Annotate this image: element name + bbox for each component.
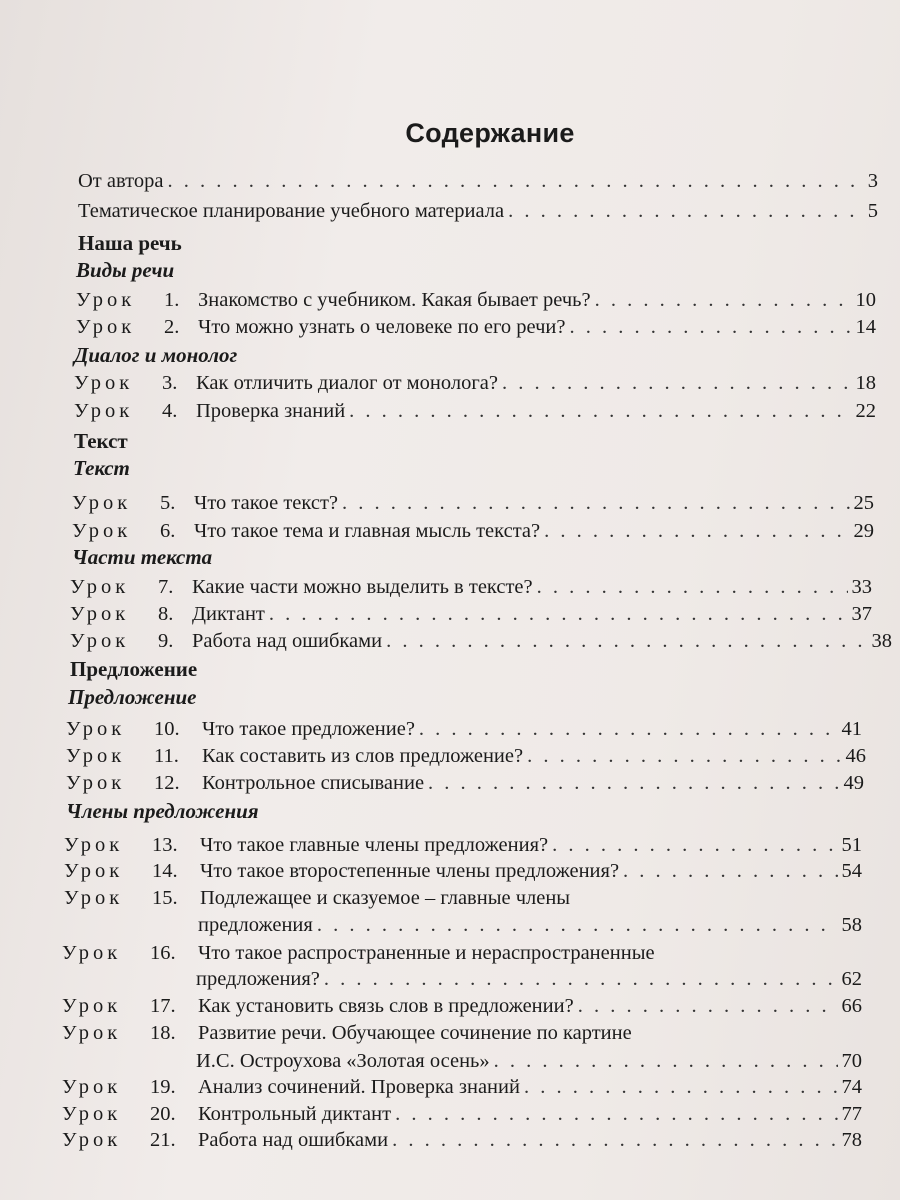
toc-entry-planning (78, 198, 878, 224)
entry-title: Что такое предложение? (202, 718, 415, 740)
toc-entry-lesson (74, 370, 876, 396)
lesson-number: 6. (160, 520, 176, 542)
lesson-word: Урок (66, 718, 126, 740)
section-heading: Предложение (70, 657, 198, 681)
toc-entry-lesson (64, 885, 864, 911)
subsection-heading: Диалог и монолог (74, 343, 238, 367)
lesson-word: Урок (66, 772, 126, 794)
lesson-number: 3. (162, 372, 178, 394)
page-number: 58 (841, 914, 862, 936)
toc-entry-lesson (66, 716, 862, 742)
toc-entry-lesson (62, 1020, 862, 1046)
entry-title: Диктант (192, 603, 265, 625)
toc-entry-continuation (198, 912, 862, 938)
lesson-number: 20. (150, 1103, 176, 1125)
lesson-number: 13. (152, 834, 178, 856)
page-number: 54 (841, 860, 862, 882)
toc-entry-lesson (72, 518, 874, 544)
subsection-heading: Виды речи (76, 258, 175, 282)
lesson-word: Урок (76, 316, 136, 338)
lesson-number: 16. (150, 942, 176, 964)
entry-title-continuation: И.С. Остроухова «Золотая осень» (196, 1050, 490, 1072)
lesson-word: Урок (62, 942, 122, 964)
page-number: 49 (843, 772, 864, 794)
entry-title: Что такое второстепенные члены предложения? (200, 860, 620, 882)
lesson-word: Урок (70, 603, 130, 625)
toc-entry-lesson (74, 398, 876, 424)
page-number: 70 (841, 1050, 862, 1072)
lesson-number: 9. (158, 630, 174, 652)
page-number: 51 (841, 834, 862, 856)
lesson-word: Урок (74, 372, 134, 394)
entry-title: Как отличить диалог от монолога? (196, 372, 498, 394)
entry-title: Проверка знаний (196, 400, 346, 422)
entry-title: Контрольный диктант (198, 1103, 392, 1125)
entry-title: Работа над ошибками (192, 630, 383, 652)
page-number: 29 (853, 520, 874, 542)
page-number: 18 (855, 372, 876, 394)
entry-title: Как составить из слов предложение? (202, 745, 524, 767)
lesson-number: 14. (152, 860, 178, 882)
page-number: 22 (855, 400, 876, 422)
page-number: 38 (871, 630, 892, 652)
entry-title: Что такое тема и главная мысль текста? (194, 520, 541, 542)
lesson-word: Урок (64, 860, 124, 882)
toc-entry-lesson (62, 1101, 862, 1127)
toc-entry-lesson (70, 601, 872, 627)
lesson-number: 5. (160, 492, 176, 514)
lesson-word: Урок (72, 492, 132, 514)
section-heading: Наша речь (78, 231, 182, 255)
lesson-word: Урок (62, 1022, 122, 1044)
toc-entry-lesson (76, 287, 876, 313)
lesson-number: 10. (154, 718, 180, 740)
entry-title: Контрольное списывание (202, 772, 425, 794)
toc-entry-lesson (66, 770, 864, 796)
lesson-word: Урок (64, 887, 124, 909)
lesson-number: 17. (150, 995, 176, 1017)
lesson-number: 8. (158, 603, 174, 625)
page-number: 33 (851, 576, 872, 598)
lesson-number: 7. (158, 576, 174, 598)
page-number: 37 (851, 603, 872, 625)
page-title: Содержание (405, 118, 575, 148)
toc-entry-lesson (72, 490, 874, 516)
subsection-heading: Предложение (68, 685, 197, 709)
entry-title: Что можно узнать о человеке по его речи? (198, 316, 566, 338)
lesson-word: Урок (62, 995, 122, 1017)
toc-entry-continuation (196, 966, 862, 992)
entry-title: Что такое главные члены предложения? (200, 834, 549, 856)
toc-entry-lesson (64, 832, 862, 858)
page-number: 41 (841, 718, 862, 740)
lesson-word: Урок (74, 400, 134, 422)
entry-title: Подлежащее и сказуемое – главные члены (200, 887, 571, 909)
entry-title-continuation: предложения? (196, 968, 320, 990)
toc-entry-lesson (62, 1127, 862, 1153)
toc-entry-lesson (70, 628, 892, 654)
page-number: 66 (841, 995, 862, 1017)
entry-title: Что такое распространенные и нераспространенные (198, 942, 655, 964)
entry-title: Развитие речи. Обучающее сочинение по картине (198, 1022, 632, 1044)
entry-title: Как установить связь слов в предложении? (198, 995, 574, 1017)
entry-title: Что такое текст? (194, 492, 339, 514)
toc-entry-lesson (62, 1074, 862, 1100)
entry-title: Тематическое планирование учебного материала (78, 200, 505, 222)
entry-title: От автора (78, 170, 164, 192)
page-number: 62 (841, 968, 862, 990)
subsection-heading: Члены предложения (66, 799, 259, 823)
page-number: 14 (855, 316, 876, 338)
lesson-number: 15. (152, 887, 178, 909)
lesson-word: Урок (70, 576, 130, 598)
lesson-number: 4. (162, 400, 178, 422)
lesson-word: Урок (70, 630, 130, 652)
entry-title: Знакомство с учебником. Какая бывает речь? (198, 289, 591, 311)
toc-entry-author (78, 168, 878, 194)
lesson-word: Урок (66, 745, 126, 767)
page-number: 25 (853, 492, 874, 514)
toc-entry-lesson (66, 743, 866, 769)
lesson-word: Урок (76, 289, 136, 311)
page-number: 46 (845, 745, 866, 767)
entry-title: Анализ сочинений. Проверка знаний (198, 1076, 520, 1098)
entry-title-continuation: предложения (198, 914, 313, 936)
lesson-word: Урок (64, 834, 124, 856)
toc-entry-lesson (70, 574, 872, 600)
lesson-number: 18. (150, 1022, 176, 1044)
lesson-word: Урок (62, 1129, 122, 1151)
lesson-number: 1. (164, 289, 180, 311)
subsection-heading: Части текста (72, 545, 213, 569)
toc-entry-lesson (76, 314, 876, 340)
lesson-word: Урок (62, 1076, 122, 1098)
lesson-number: 19. (150, 1076, 176, 1098)
page-number: 74 (841, 1076, 862, 1098)
entry-title: Какие части можно выделить в тексте? (192, 576, 533, 598)
lesson-number: 12. (154, 772, 180, 794)
lesson-word: Урок (72, 520, 132, 542)
toc-entry-continuation (196, 1048, 862, 1074)
lesson-number: 2. (164, 316, 180, 338)
toc-entry-lesson (62, 940, 864, 966)
page-number: 77 (841, 1103, 862, 1125)
lesson-word: Урок (62, 1103, 122, 1125)
page-number: 10 (855, 289, 876, 311)
page-number: 5 (867, 200, 878, 222)
toc-entry-lesson (62, 993, 862, 1019)
lesson-number: 21. (150, 1129, 176, 1151)
section-heading: Текст (74, 429, 128, 453)
page-number: 78 (841, 1129, 862, 1151)
subsection-heading: Текст (73, 456, 130, 480)
lesson-number: 11. (154, 745, 179, 767)
page-number: 3 (867, 170, 878, 192)
toc-entry-lesson (64, 858, 862, 884)
entry-title: Работа над ошибками (198, 1129, 389, 1151)
